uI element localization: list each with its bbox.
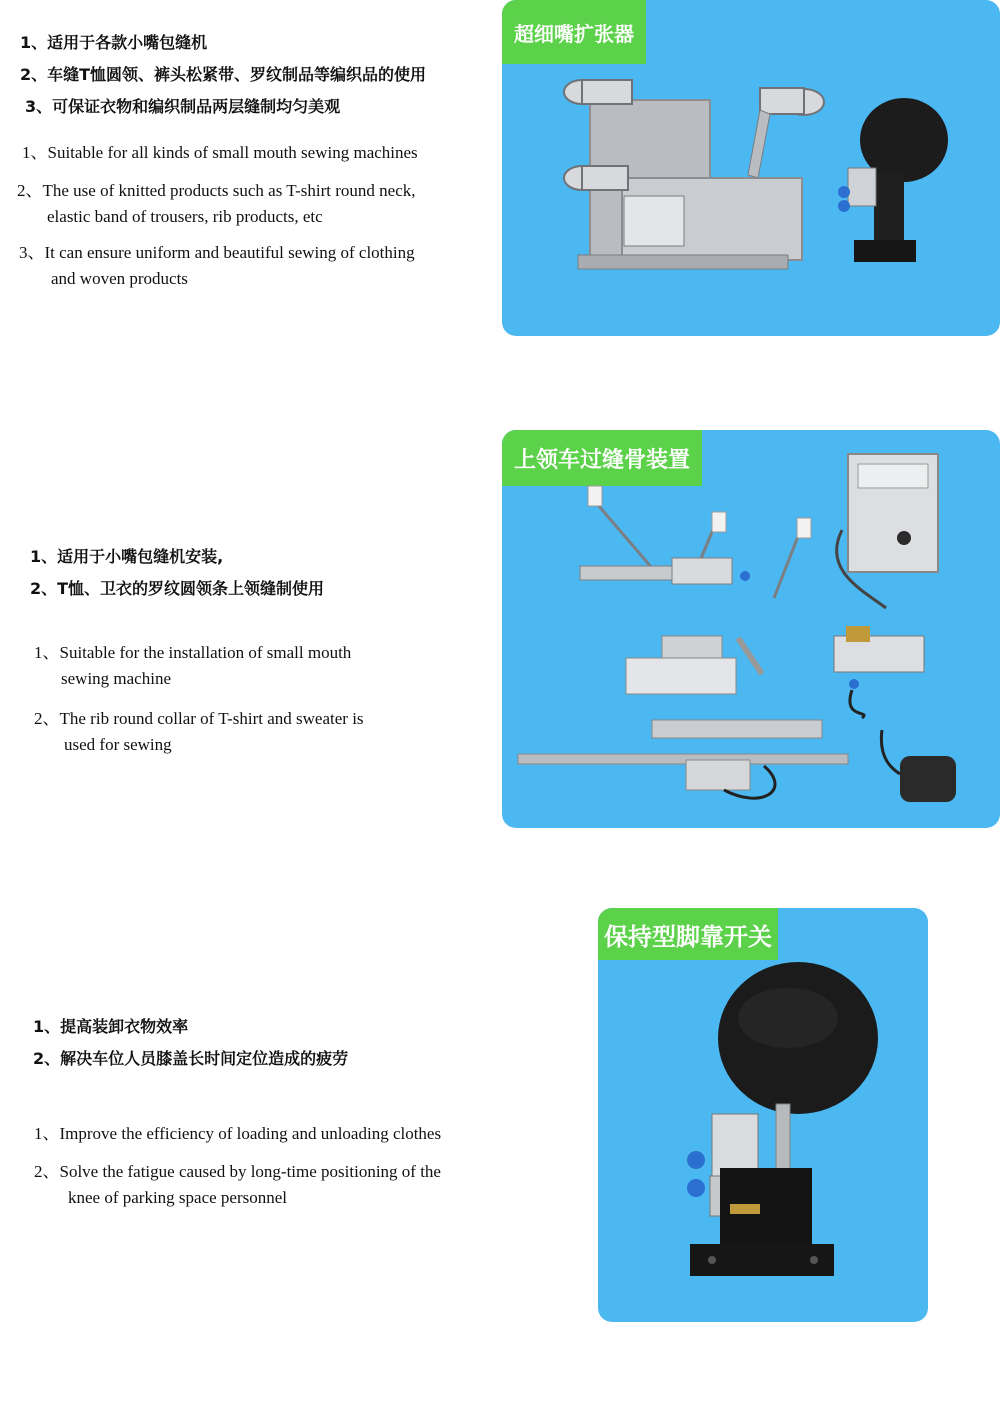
section3-en-line-1: 1、Improve the efficiency of loading and unloading clothes <box>34 1124 442 1143</box>
section3-product-panel <box>598 908 928 1322</box>
section1-zh-line-1: 1、适用于各款小嘴包缝机 <box>20 33 208 52</box>
section1-zh-line-2: 2、车缝T恤圆领、裤头松紧带、罗纹制品等编织品的使用 <box>20 65 427 84</box>
knee-switch-illustration <box>598 908 928 1322</box>
section1-en-line-1: 1、Suitable for all kinds of small mouth sewing machines <box>22 143 418 162</box>
section2-en-line-3: 2、The rib round collar of T-shirt and sweater is <box>34 709 364 728</box>
expander-device-illustration <box>502 0 1000 336</box>
section3-zh-line-2: 2、解决车位人员膝盖长时间定位造成的疲劳 <box>33 1049 349 1068</box>
section2-en-line-2: sewing machine <box>61 669 171 688</box>
section3-en-line-2: 2、Solve the fatigue caused by long-time positioning of the <box>34 1162 441 1181</box>
section1-product-panel <box>502 0 1000 336</box>
section2-zh-line-1: 1、适用于小嘴包缝机安装, <box>30 547 224 566</box>
section2-en-line-1: 1、Suitable for the installation of small mouth <box>34 643 352 662</box>
section2-product-panel <box>502 430 1000 828</box>
section1-product-label: 超细嘴扩张器 <box>502 0 646 64</box>
section1-en-line-3: elastic band of trousers, rib products, etc <box>47 207 323 226</box>
section3-zh-line-1: 1、提高装卸衣物效率 <box>33 1017 189 1036</box>
section2-en-line-4: used for sewing <box>64 735 172 754</box>
section1-en-line-4: 3、It can ensure uniform and beautiful sewing of clothing <box>19 243 415 262</box>
section1-en-line-5: and woven products <box>51 269 188 288</box>
section2-product-label: 上领车过缝骨装置 <box>502 430 702 486</box>
collar-device-illustration <box>502 430 1000 828</box>
section3-product-label: 保持型脚靠开关 <box>598 908 778 960</box>
section2-zh-line-2: 2、T恤、卫衣的罗纹圆领条上领缝制使用 <box>30 579 325 598</box>
section1-zh-line-3: 3、可保证衣物和编织制品两层缝制均匀美观 <box>25 97 341 116</box>
section3-en-line-3: knee of parking space personnel <box>68 1188 288 1207</box>
section1-en-line-2: 2、The use of knitted products such as T-shirt round neck, <box>17 181 416 200</box>
